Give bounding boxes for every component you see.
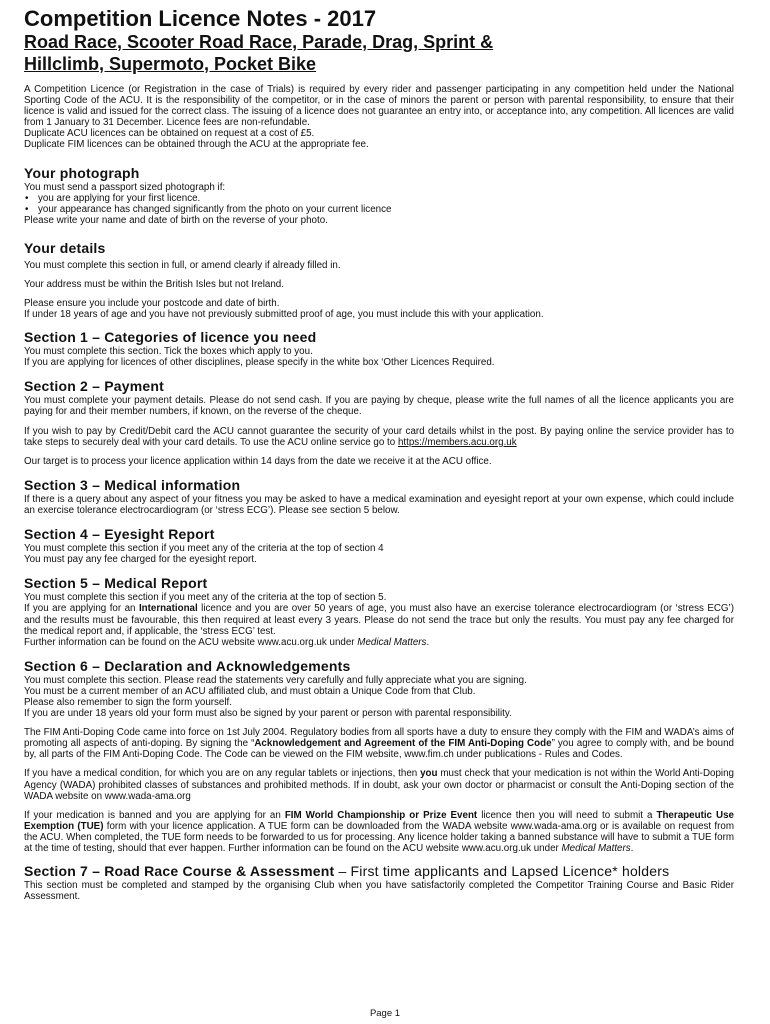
photo-tail: Please write your name and date of birth on the reverse of your photo. xyxy=(24,214,328,226)
section-2-p1: You must complete your payment details. Please do not send cash. If you are paying by cheque, please write the full names of all the licence applicants you are paying for and their member numbers, if known, on the reverse of the cheque. xyxy=(24,394,734,417)
section-6-p5-bold: Acknowledgement and Agreement of the FIM Anti-Doping Code xyxy=(254,738,552,750)
intro-duplicate-fim: Duplicate FIM licences can be obtained through the ACU at the appropriate fee. xyxy=(24,139,369,151)
section-2-p2 xyxy=(24,426,734,448)
section-7-p1: This section must be completed and stamped by the organising Club when you have satisfactorily completed the Competitor Training Course and Basic Rider Assessment. xyxy=(24,880,734,903)
section-7-heading-bold: Section 7 – Road Race Course & Assessment xyxy=(24,863,335,880)
section-4-heading: Section 4 – Eyesight Report xyxy=(24,526,215,543)
section-4-p2: You must pay any fee charged for the eyesight report. xyxy=(24,554,257,566)
section-1-p1: You must complete this section. Tick the boxes which apply to you. xyxy=(24,346,313,358)
intro-duplicate-acu: Duplicate ACU licences can be obtained on request at a cost of £5. xyxy=(24,128,315,140)
section-2-heading: Section 2 – Payment xyxy=(24,377,164,394)
section-6-p2: You must be a current member of an ACU affiliated club, and must obtain a Unique Code from that Club. xyxy=(24,685,476,697)
intro-paragraph: A Competition Licence (or Registration in the case of Trials) is required by every rider and passenger participating in any competition held under the National Sporting Code of the ACU. It is the responsibility of the competitor, or in the case of minors the parent or person with parental responsibility, to ensure that their licence is valid and issued for the correct class. The issuing of a licence does not guarantee an entry into, or acceptance into, any competition. All licences are valid from 1 January to 31 December. Licence fees are non-refundable. xyxy=(24,84,734,129)
details-p2: Your address must be within the British Isles but not Ireland. xyxy=(24,279,284,291)
section-6-p7-a: If your medication is banned and you are applying for an xyxy=(24,809,285,821)
section-6-heading: Section 6 – Declaration and Acknowledgements xyxy=(24,657,351,674)
section-3-heading: Section 3 – Medical information xyxy=(24,476,241,493)
details-heading: Your details xyxy=(24,239,106,256)
section-7-heading xyxy=(24,863,734,880)
section-3-p1: If there is a query about any aspect of your fitness you may be asked to have a medical examination and eyesight report at your own expense, which could include an exercise tolerance electrocardiogram (or ‘stress ECG’). Please see section 5 below. xyxy=(24,493,734,517)
section-5-p2-bold: International xyxy=(138,603,198,615)
section-5-p2-c: licence and you are over 50 years of age, you must also have an exercise tolerance electrocardiogram (or ‘stress ECG’) and the results must be favourable, this then required at least every 3 years. Please do not send the trace but only the results. You must pay any fee charged for the medical report and, if applicable, the ‘stress ECG’ test. xyxy=(24,603,734,637)
section-7-heading-tail: – First time applicants and Lapsed Licence* holders xyxy=(334,863,670,880)
section-5-p2-a: If you are applying for an xyxy=(24,603,139,615)
section-6-p6 xyxy=(24,768,734,801)
list-item: • you are applying for your first licence. xyxy=(24,193,734,204)
photo-heading: Your photograph xyxy=(24,164,140,181)
section-6-p5-c: ” you agree to comply with, and be bound by, all parts of the FIM Anti-Doping Code. The Code can be viewed on the FIM website, www.fim.ch under publications - Rules and Codes. xyxy=(24,738,734,761)
section-6-p6-c: must check that your medication is not within the World Anti-Doping Agency (WADA) prohibited classes of substances and prohibited methods. If in doubt, ask your own doctor or pharmacist or consult the Anti-Doping section of the WADA website on www.wada-ama.org xyxy=(24,768,734,802)
details-p1: You must complete this section in full, or amend clearly if already filled in. xyxy=(24,259,341,271)
photo-bullets xyxy=(24,193,734,215)
section-6-p3: Please also remember to sign the form yourself. xyxy=(24,697,233,708)
list-item: • your appearance has changed significantly from the photo on your current licence xyxy=(24,204,734,215)
section-5-p3-italic: Medical Matters xyxy=(357,636,427,648)
photo-lead: You must send a passport sized photograph if: xyxy=(24,181,226,193)
page-number: Page 1 xyxy=(369,1008,401,1019)
section-6-p4: If you are under 18 years old your form must also be signed by your parent or person with parental responsibility. xyxy=(24,708,512,720)
section-6-p7 xyxy=(24,810,734,854)
section-6-p7-e: form with your licence application. A TUE form can be downloaded from the WADA website www.wada-ama.org or is available on request from the ACU. When completed, the TUE form needs to be forwarded to us for processing. Any licence holder taking a banned substance will have to submit a TUE form at the time of testing, should that ever happen. Further information can be found on the ACU website www.acu.org.uk under xyxy=(24,820,734,855)
details-p4: If under 18 years of age and you have not previously submitted proof of age, you must include this with your application. xyxy=(24,309,544,321)
section-6-p5 xyxy=(24,727,734,760)
section-6-p1: You must complete this section. Please read the statements very carefully and fully appreciate what you are signing. xyxy=(24,674,527,686)
document-subtitle-line-2: Hillclimb, Supermoto, Pocket Bike xyxy=(24,54,317,74)
section-6-p7-bold-2: Therapeutic Use Exemption (TUE) xyxy=(24,809,734,832)
section-6-p7-bold-1: FIM World Championship or Prize Event xyxy=(284,809,478,821)
section-6-p6-a: If you have a medical condition, for which you are on any regular tablets or injections, then xyxy=(24,768,421,780)
document-subtitle-line-1: Road Race, Scooter Road Race, Parade, Drag, Sprint & xyxy=(24,32,494,52)
section-6-p5-a: The FIM Anti-Doping Code came into force on 1st July 2004. Regulatory bodies from all sports have a duty to ensure they comply with the FIM and WADA’s aims of promoting all aspects of anti-doping. By signing the “ xyxy=(24,727,734,750)
section-6-p7-c: licence then you will need to submit a xyxy=(477,809,657,821)
section-5-p3-a: Further information can be found on the ACU website www.acu.org.uk under xyxy=(24,636,358,648)
section-5-p3-c: . xyxy=(426,636,430,648)
section-5-p3 xyxy=(24,637,734,648)
section-6-p7-g: . xyxy=(630,843,634,855)
section-1-p2: If you are applying for licences of other disciplines, please specify in the white box ‘Other Licences Required. xyxy=(24,357,495,369)
section-2-p3: Our target is to process your licence application within 14 days from the date we receive it at the ACU office. xyxy=(24,455,492,467)
section-4-p1: You must complete this section if you meet any of the criteria at the top of section 4 xyxy=(24,543,384,555)
section-5-p1: You must complete this section if you meet any of the criteria at the top of section 5. xyxy=(24,592,387,604)
section-2-p2-text: If you wish to pay by Credit/Debit card the ACU cannot guarantee the security of your card details whilst in the post. By paying online the service provider has to take steps to securely deal with your card details. To use the ACU online service go to xyxy=(24,425,734,448)
details-p3: Please ensure you include your postcode and date of birth. xyxy=(24,298,280,310)
section-6-p6-bold: you xyxy=(420,768,438,780)
members-link[interactable]: https://members.acu.org.uk xyxy=(397,436,517,448)
document-page xyxy=(24,6,734,902)
section-6-p7-italic: Medical Matters xyxy=(561,843,631,855)
document-title: Competition Licence Notes - 2017 xyxy=(24,6,377,31)
section-5-p2 xyxy=(24,603,734,636)
section-5-heading: Section 5 – Medical Report xyxy=(24,575,208,592)
section-1-heading: Section 1 – Categories of licence you need xyxy=(24,329,317,346)
